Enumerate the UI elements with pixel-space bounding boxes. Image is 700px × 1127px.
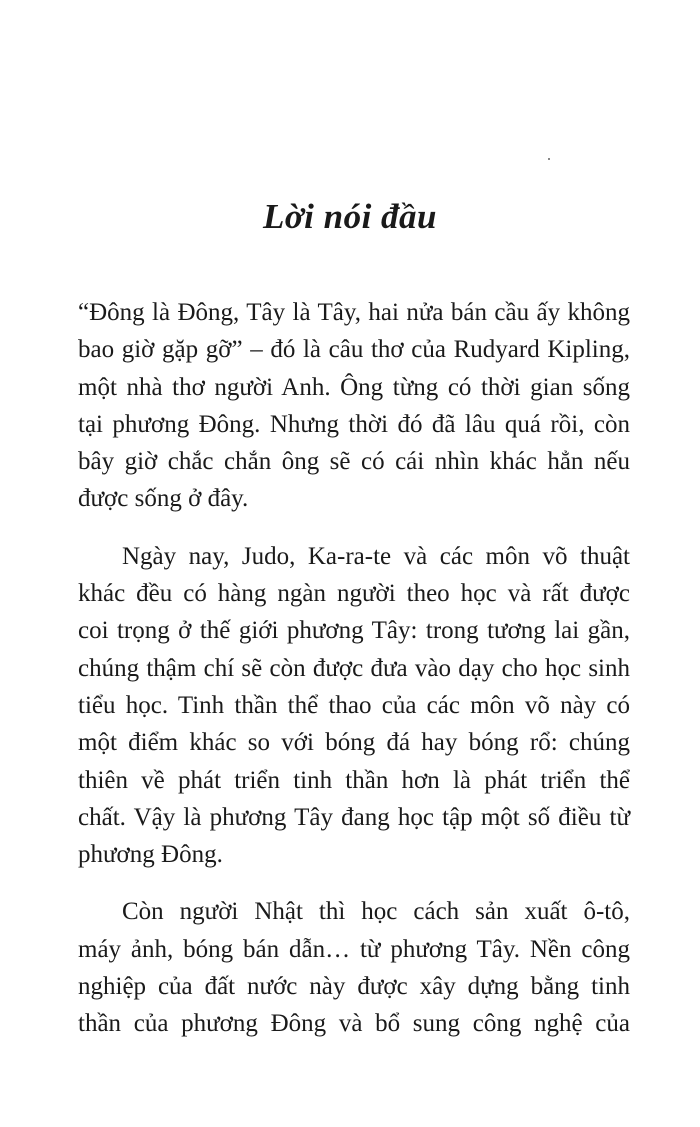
text-line: thần của phương Đông và bổ sung công nghệ của [78, 1010, 630, 1038]
paragraph-2 [78, 538, 630, 874]
text-line: Ngày nay, Judo, Ka-ra-te và các môn võ thuật [122, 542, 630, 570]
text-line: tiểu học. Tinh thần thể thao của các môn võ này có [78, 691, 630, 719]
body-text [78, 294, 630, 1063]
text-line: một điểm khác so với bóng đá hay bóng rổ: chúng [78, 729, 630, 757]
text-line: bây giờ chắc chắn ông sẽ có cái nhìn khác hẳn nếu [78, 448, 630, 476]
page-title: Lời nói đầu [262, 197, 438, 237]
text-line: bao giờ gặp gỡ” – đó là câu thơ của Rudyard Kipling, [78, 336, 630, 364]
print-speck [548, 158, 550, 160]
text-line: chúng thậm chí sẽ còn được đưa vào dạy cho học sinh [78, 654, 630, 682]
text-line: một nhà thơ người Anh. Ông từng có thời gian sống [78, 373, 630, 401]
paragraph-3 [78, 893, 630, 1042]
text-line: được sống ở đây. [78, 485, 249, 513]
paragraph-1 [78, 294, 630, 518]
text-line: khác đều có hàng ngàn người theo học và rất được [78, 580, 630, 608]
text-line: máy ảnh, bóng bán dẫn… từ phương Tây. Nền công [78, 935, 630, 963]
text-line: nghiệp của đất nước này được xây dựng bằng tinh [78, 973, 630, 1001]
text-line: phương Đông. [78, 841, 223, 869]
text-line: tại phương Đông. Nhưng thời đó đã lâu quá rồi, còn [78, 410, 630, 438]
text-line: “Đông là Đông, Tây là Tây, hai nửa bán cầu ấy không [78, 299, 630, 326]
text-line: coi trọng ở thế giới phương Tây: trong tương lai gần, [78, 617, 630, 645]
text-line: Còn người Nhật thì học cách sản xuất ô-tô, [122, 898, 630, 926]
text-line: thiên về phát triển tinh thần hơn là phát triển thể [78, 766, 630, 794]
text-line: chất. Vậy là phương Tây đang học tập một số điều từ [78, 803, 630, 831]
